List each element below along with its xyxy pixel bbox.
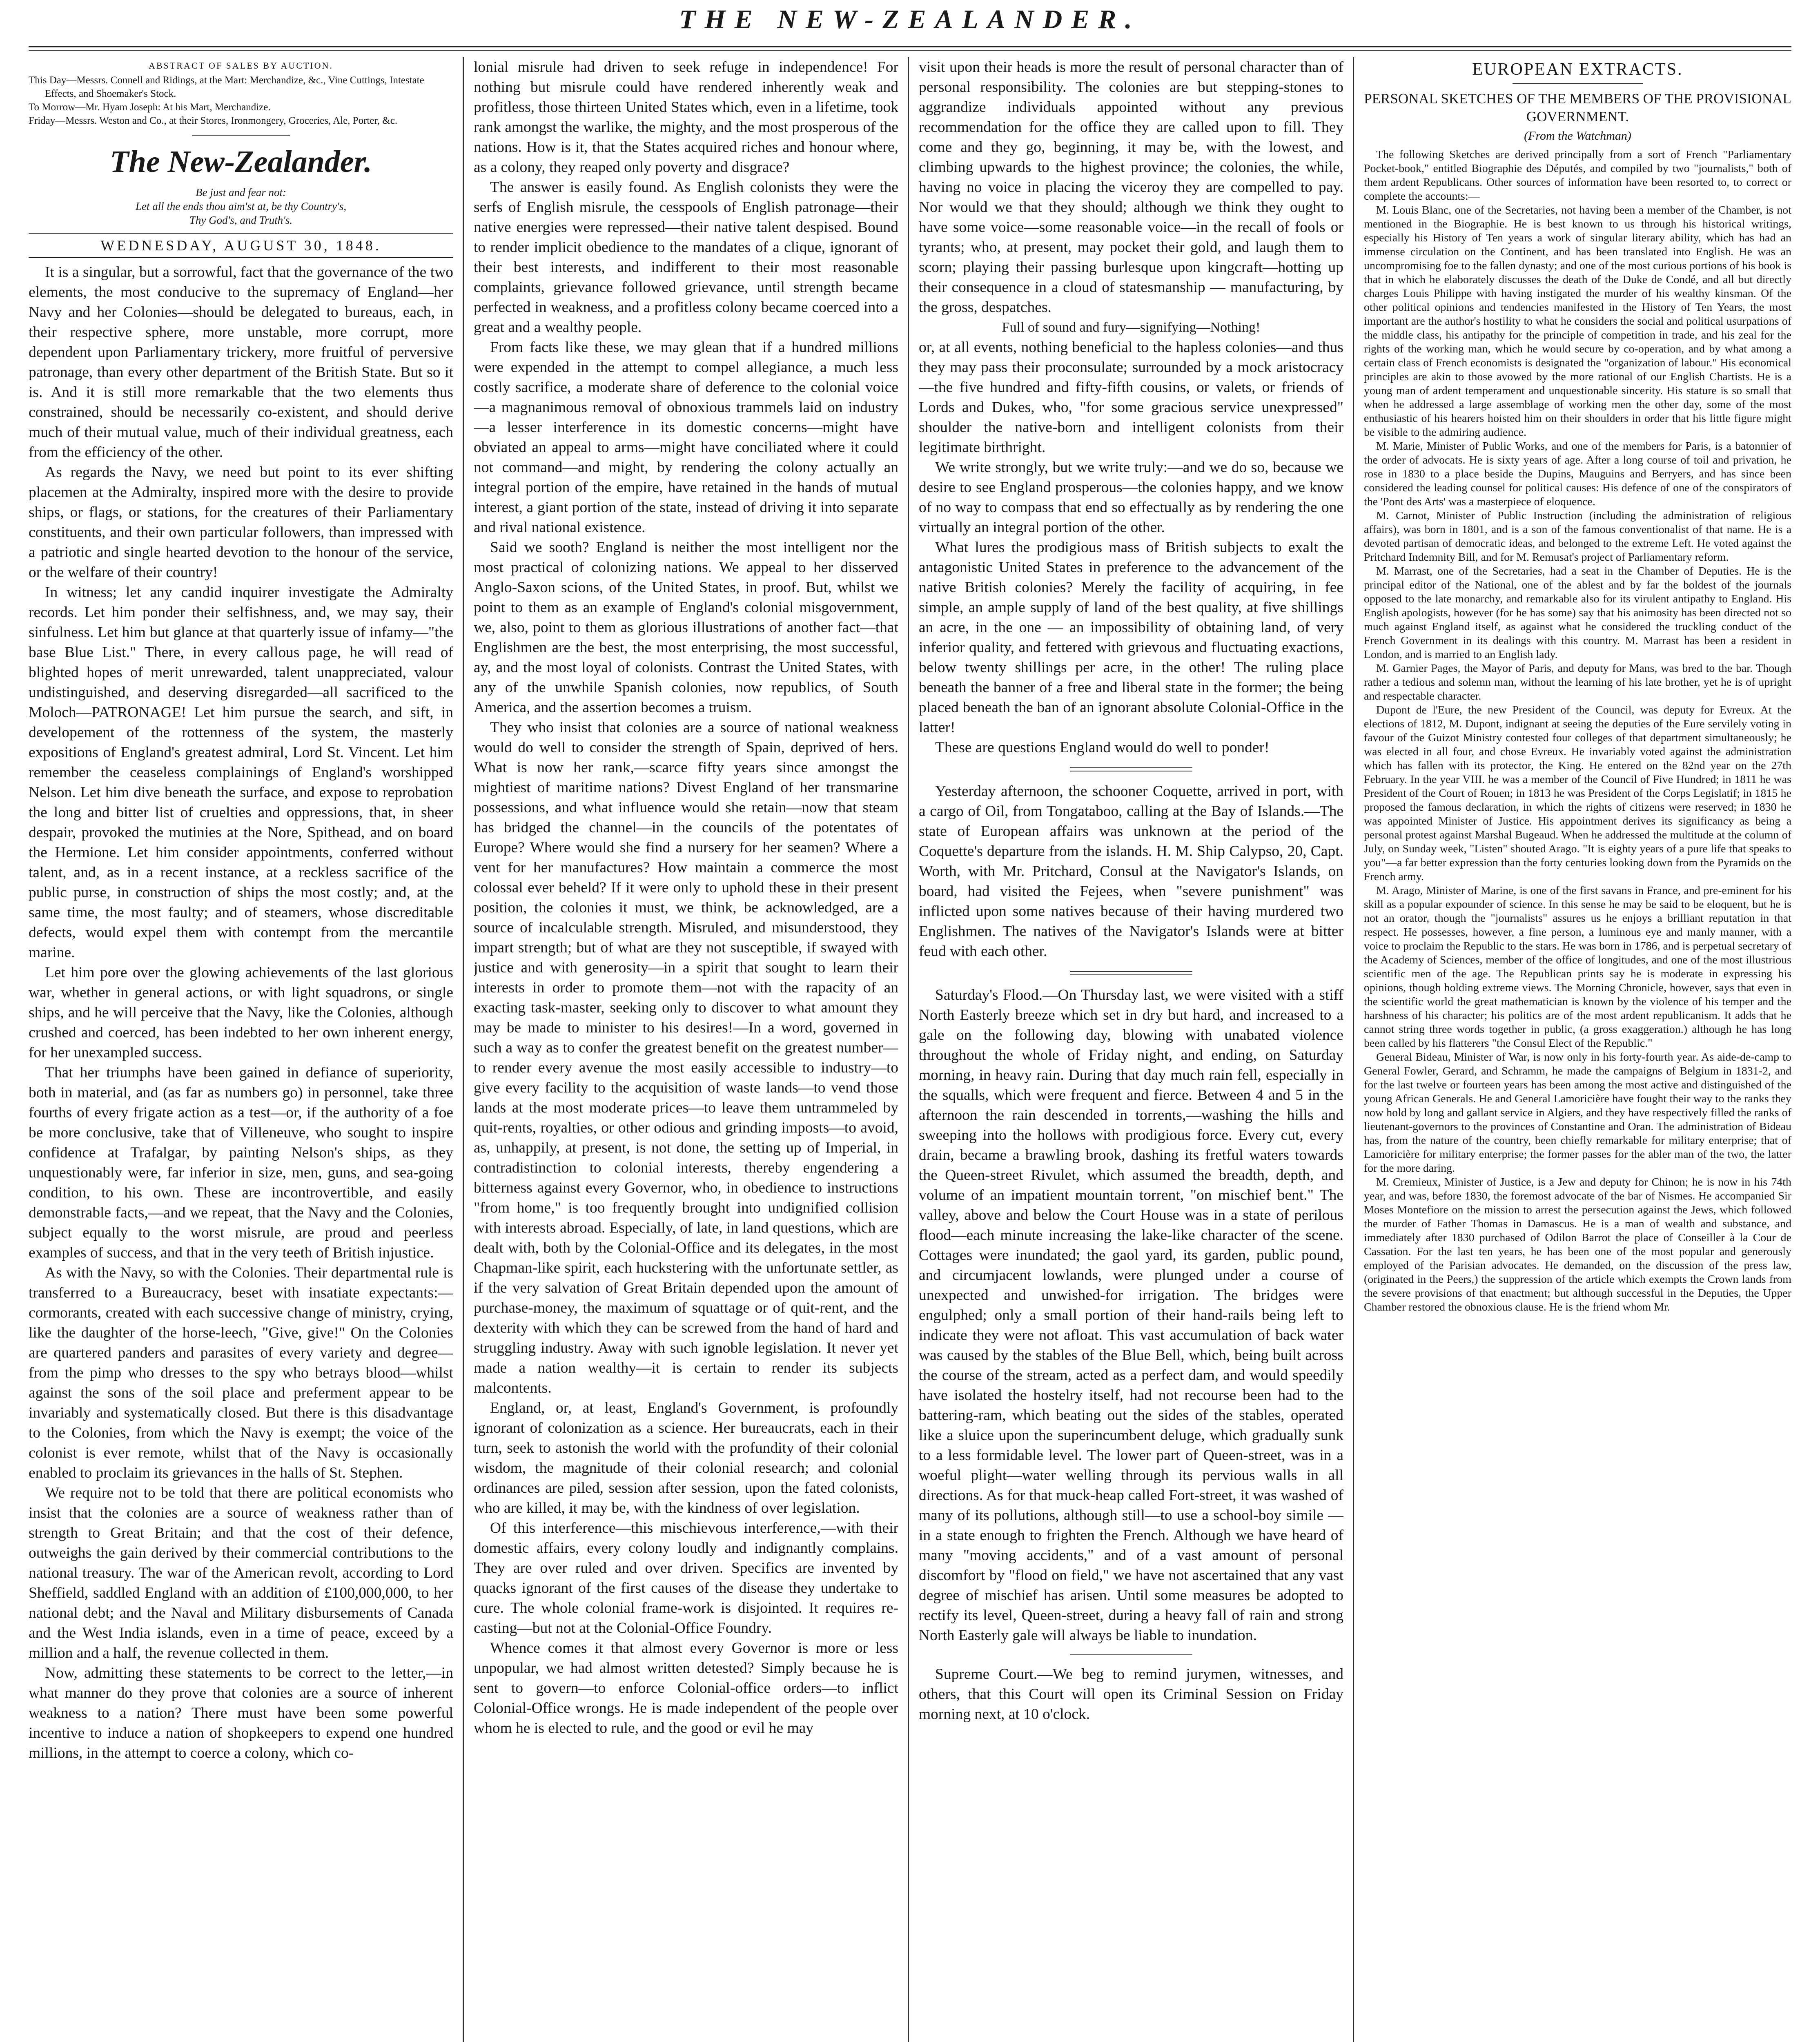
section-heading: EUROPEAN EXTRACTS.	[1472, 60, 1683, 79]
motto-line: Thy God's, and Truth's.	[189, 214, 293, 226]
sketch-paragraph: M. Carnot, Minister of Public Instruction (including the administration of religious affairs), was born in 1801, and is a son of the famous conventionalist of that name. He is a devoted partisan of democratic ideas, and belonged to the extreme Left. He voted against the Pritchard Indemnity Bill, and for M. Remusat's project of Parliamentary reform.	[1364, 509, 1791, 564]
column-3	[919, 57, 1343, 2042]
masthead	[0, 0, 1820, 53]
news-item-flood: Saturday's Flood.—On Thursday last, we were visited with a stiff North Easterly breeze which set in dry but hard, and increased to a gale on the following day, blowing with unabated violence throughout the whole of Friday night, and ending, on Saturday morning, in heavy rain. During that day much rain fell, especially in the squalls, which were frequent and fierce. Between 4 and 5 in the afternoon the rain descended in torrents,—washing the hills and sweeping into the hollows with prodigious force. Every cut, every drain, became a brawling brook, dashing its fretful waters towards the Queen-street Rivulet, which assumed the breadth, depth, and volume of an impatient mountain torrent, "on mischief bent." The valley, above and below the Court House was in a state of perilous flood—each minute increasing the lake-like character of the scene. Cottages were inundated; the gaol yard, its garden, public pound, and circumjacent lowlands, were plunged under a course of unexpected and unwished-for irrigation. The bridges were engulphed; only a small portion of their hand-rails being left to indicate they were not afloat. This vast accumulation of back water was caused by the stables of the Blue Bell, which, being built across the course of the stream, acted as a perfect dam, and would speedily have isolated the hostelry itself, had not recourse been had to the battering-ram, which beating out the sides of the stables, operated like a sluice upon the superincumbent deluge, which gradually sunk to a less formidable level. The lower part of Queen-street, was in a woeful plight—water welling through its pervious walls in all directions. As for that muck-heap called Fort-street, it was washed of many of its pollutions, although still—to use a school-boy simile — in a state enough to frighten the French. Although we have heard of many "moving accidents," and of a vast amount of personal discomfort by "flood on field," we have not ascertained that any vast degree of mischief has arisen. Until some measures be adopted to rectify its level, Queen-street, during a heavy fall of rain and strong North Easterly gale will always be liable to inundation.	[919, 987, 1343, 1644]
editorial-paragraph: Whence comes it that almost every Governor is more or less unpopular, we had almost written detested? Simply because he is sent to govern—to enforce Colonial-office orders—to inflict Colonial-Office wrongs. He is made independent of the people over whom he is elected to rule, and the good or evil he may	[474, 1640, 898, 1737]
news-item-court: Supreme Court.—We beg to remind jurymen, witnesses, and others, that this Court will open its Criminal Session on Friday morning next, at 10 o'clock.	[919, 1666, 1343, 1723]
divider	[192, 135, 290, 136]
column-2	[474, 57, 898, 2042]
editorial-paragraph: lonial misrule had driven to seek refuge in independence! For nothing but misrule could have rendered inherently weak and profitless, those thirteen United States which, even in a lifetime, took rank amongst the warlike, the mighty, and the most prosperous of the nations. How is it, that the States acquired riches and honour where, as a colony, they reaped only poverty and disgrace?	[474, 59, 898, 176]
sketch-paragraph: M. Marie, Minister of Public Works, and one of the members for Paris, is a batonnier of the order of advocats. He is sixty years of age. After a long course of toil and privation, he rose in 1830 to a place beside the Dupins, Mauguins and Berryers, and has since been considered the leading counsel for political causes: His defence of one of the conspirators of the 'Pont des Arts' was a masterpiece of eloquence.	[1364, 440, 1791, 508]
sketch-paragraph: M. Cremieux, Minister of Justice, is a Jew and deputy for Chinon; he is now in his 74th year, and was, before 1830, the foremost advocate of the bar of Nismes. He accompanied Sir Moses Montefiore on the mission to arrest the persecution against the Jews, which followed the murder of Father Thomas in Damascus. He is a man of wealth and substance, and immediately after 1830 purchased of Odilon Barrot the place of Conseiller à la Cour de Cassation. For the last ten years, he has been one of the most popular and generously employed of the Parisian advocates. He demanded, on the discussion of the press law, (originated in the Peers,) the suppression of the article which exempts the Crown lands from the severe provisions of that enactment; but although successful in the Deputies, the Upper Chamber restored the obnoxious clause. He is the friend whom Mr.	[1364, 1176, 1791, 1313]
auction-item: Friday—Messrs. Weston and Co., at their Stores, Ironmongery, Groceries, Ale, Porter, &c.	[29, 115, 398, 126]
motto-line: Be just and fear not:	[196, 186, 286, 198]
column-divider	[1353, 57, 1354, 2042]
editorial-paragraph: visit upon their heads is more the result of personal character than of personal responsibility. The colonies are but stepping-stones to aggrandize individuals appointed without any previous recommendation for the office they are called upon to fill. They come and they go, beginning, it may be, with the lowest, and climbing upwards to the highest province; the colonies, the while, having no voice in placing the viceroy they are compelled to pay. Nor would we that they should; although we think they ought to have some voice—some reasonable voice—in the recall of fools or tyrants; who, at present, may pocket their gold, and laugh them to scorn; playing their passing burlesque upon kingcraft—hotting up their consequence in a cloud of statesmanship — manufacturing, by the gross, despatches.	[919, 59, 1343, 316]
sketch-paragraph: M. Marrast, one of the Secretaries, had a seat in the Chamber of Deputies. He is the principal editor of the National, one of the ablest and by far the boldest of the journals opposed to the late monarchy, and remarkable also for its virulent antipathy to England. His English apologists, however (for he has some) say that his animosity has been directed not so much against England itself, as against what he considered the truckling conduct of the French Government in its dealings with this country. M. Marrast has been a resident in London, and is married to an English lady.	[1364, 565, 1791, 661]
article-attribution: (From the Watchman)	[1524, 129, 1631, 143]
divider	[1070, 1654, 1192, 1655]
editorial-paragraph: Let him pore over the glowing achievements of the last glorious war, whether in general actions, or with light squadrons, or single ships, and he will perceive that the Navy, like the Colonies, although crushed and coerced, has been indebted to her own inherent energy, for her unexampled success.	[29, 964, 453, 1061]
column-divider	[908, 57, 909, 2042]
dateline: WEDNESDAY, AUGUST 30, 1848.	[29, 233, 453, 258]
column-divider	[463, 57, 464, 2042]
news-item-coquette: Yesterday afternoon, the schooner Coquette, arrived in port, with a cargo of Oil, from Tongataboo, calling at the Bay of Islands.—The state of European affairs was unknown at the period of the Coquette's departure from the islands. H. M. Ship Calypso, 20, Capt. Worth, with Mr. Pritchard, Consul at the Navigator's Islands, on board, had visited the Fejees, when "severe punishment" was inflicted upon some natives because of their having murdered two Englishmen. The natives of the Navigator's Islands were at bitter feud with each other.	[919, 783, 1343, 960]
divider	[1070, 971, 1192, 975]
article-title: PERSONAL SKETCHES OF THE MEMBERS OF THE PROVISIONAL GOVERNMENT.	[1364, 91, 1791, 125]
sketch-paragraph: General Bideau, Minister of War, is now only in his forty-fourth year. As aide-de-camp to General Fowler, Gerard, and Schramm, he made the campaigns of Belgium in 1831-2, and for the last twelve or fourteen years has been among the most active and distinguished of the young African Generals. He and General Lamoricière have fought their way to the ranks they now hold by long and gallant service in Algiers, and they have respectively filled the ranks of lieutenant-governors to the provinces of Constantine and Oran. The administration of Bideau has, from the nature of the country, been chiefly remarkable for military enterprise; that of Lamoricière for military enterprise; the former passes for the abler man of the two, the latter for the more daring.	[1364, 1051, 1791, 1175]
motto-line: Let all the ends thou aim'st at, be thy Country's,	[135, 200, 347, 212]
editorial-paragraph: Said we sooth? England is neither the most intelligent nor the most practical of colonizing nations. We appeal to her disserved Anglo-Saxon scions, of the United States, in proof. But, whilst we point to them as an example of England's colonial misgovernment, we, also, point to them as glorious illustrations of another fact—that Englishmen are the best, the most enterprising, the most successful, ay, and the most loyal of colonists. Contrast the United States, with any of the unwhile Spanish colonies, now republics, of South America, and the assertion becomes a truism.	[474, 539, 898, 716]
editorial-paragraph: These are questions England would do well to ponder!	[935, 739, 1270, 756]
editorial-paragraph: England, or, at least, England's Government, is profoundly ignorant of colonization as a science. Her bureaucrats, each in their turn, seek to astonish the world with the profundity of their colonial wisdom, the magnitude of their colonial research; and colonial ordinances are piled, session after session, upon the fated colonists, who are killed, it may be, with the kindness of over legislation.	[474, 1400, 898, 1516]
editorial-paragraph: or, at all events, nothing beneficial to the hapless colonies—and thus they may pass their proconsulate; surrounded by a mock aristocracy—the five hundred and fifty-fifth cousins, or valets, or friends of Lords and Dukes, who, "for some gracious service unexpressed" shoulder the native-born and intelligent colonists from their legitimate birthright.	[919, 339, 1343, 456]
editorial-paragraph: From facts like these, we may glean that if a hundred millions were expended in the attempt to compel allegiance, a much less costly sacrifice, a moderate share of deference to the colonial voice—a magnanimous removal of obnoxious trammels laid on industry—a lesser interference in its domestic concerns—might have obviated an appeal to arms—might have conciliated where it could not command—and might, by rendering the colony actually an integral portion of the empire, have retained in the hands of mutual interest, a giant portion of the state, instead of driving it into separate and rival national existence.	[474, 339, 898, 536]
editorial-paragraph: As with the Navy, so with the Colonies. Their departmental rule is transferred to a Bureaucracy, beset with insatiate expectants:—cormorants, created with each successive change of ministry, crying, like the daughter of the horse-leech, "Give, give!" On the Colonies are quartered panders and parasites of every variety and degree—from the pimp who dresses to the spy who betrays blood—whilst against the sons of the soil place and preferment appear to be invariably and systematically closed. But there is this disadvantage to the Colonies, from which the Navy is exempt; the voice of the colonist is ever remote, whilst that of the Navy is occasionally enabled to proclaim its grievances in the halls of St. Stephen.	[29, 1264, 453, 1481]
auction-heading: ABSTRACT OF SALES BY AUCTION.	[149, 60, 333, 71]
editorial-paragraph: It is a singular, but a sorrowful, fact that the governance of the two elements, the most conducive to the supremacy of England—her Navy and her Colonies—should be delegated to bureaus, each, in their respective sphere, more unstable, more corrupt, more dependent upon Parliamentary trickery, more fruitful of perversive patronage, than every other department of the British State. But so it is. And it is still more remarkable that the two elements thus constrained, should be necessarily co-existent, and should derive much of their mutual value, much of their individual greatness, each from the efficiency of the other.	[29, 264, 453, 461]
editorial-paragraph: Now, admitting these statements to be correct to the letter,—in what manner do they prove that colonies are a source of inherent weakness to a nation? There must have been some powerful incentive to induce a nation of shopkeepers to expend one hundred millions, in the attempt to coerce a colony, which co-	[29, 1665, 453, 1761]
editorial-paragraph: That her triumphs have been gained in defiance of superiority, both in material, and (as far as numbers go) in personnel, take three fourths of every frigate action as a test—or, if the authority of a foe be more conclusive, take that of Villeneuve, who sought to inspire confidence at Trafalgar, by painting Nelson's ships, as they unquestionably were, far inferior in size, men, guns, and sea-going condition, to his own. These are incontrovertible, and easily demonstrable facts,—and we repeat, that the Navy and the Colonies, subject equally to the worst misrule, are proud and peerless examples of success, and that in the very teeth of British injustice.	[29, 1064, 453, 1261]
masthead-rule	[29, 46, 1791, 47]
masthead-rule-thin	[29, 50, 1791, 51]
editorial-paragraph: The answer is easily found. As English colonists they were the serfs of English misrule, the cesspools of English patronage—their native energies were repressed—their native talent despised. Bound to render implicit obedience to the mandates of a clique, ignorant of their best interests, and indifferent to their most reasonable complaints, grievance followed grievance, until strength became perfected in weakness, and a profitless colony became coerced into a great and a wealthy people.	[474, 179, 898, 336]
column-4	[1364, 57, 1791, 2042]
editorial-paragraph: We write strongly, but we write truly:—and we do so, because we desire to see England prosperous—the colonies happy, and we know of no way to compass that end so effectually as by rendering the one virtually an integral portion of the other.	[919, 459, 1343, 536]
paper-title: The New-Zealander.	[110, 145, 372, 179]
auction-item: To Morrow—Mr. Hyam Joseph: At his Mart, Merchandize.	[29, 102, 271, 113]
editorial-paragraph: We require not to be told that there are political economists who insist that the colonies are a source of weakness rather than of strength to Great Britain; and that the cost of their defence, outweighs the gain derived by their commercial contributions to the national treasury. The war of the American revolt, according to Lord Sheffield, saddled England with an addition of £100,000,000, to her national debt; and the Naval and Military disbursements of Canada and the West India islands, even in a time of peace, exceed by a million and a half, the revenue collected in them.	[29, 1485, 453, 1661]
editorial-paragraph: What lures the prodigious mass of British subjects to exalt the antagonistic United States in preference to the advancement of the native British colonies? Merely the facility of acquiring, in fee simple, an ample supply of land of the best quality, at five shillings an acre, in the one — an impossibility of obtaining land, of very inferior quality, and fettered with grievous and fluctuating exactions, below twenty shillings per acre, in the other! The ruling place beneath the banner of a free and liberal state in the former; the being placed beneath the ban of an ignorant absolute Colonial-Office in the latter!	[919, 539, 1343, 736]
auction-item: This Day—Messrs. Connell and Ridings, at the Mart: Merchandize, &c., Vine Cuttings, Intestate Effects, and Shoemaker's Stock.	[29, 75, 424, 99]
masthead-title: THE NEW-ZEALANDER.	[679, 4, 1141, 34]
sketch-paragraph: Dupont de l'Eure, the new President of the Council, was deputy for Evreux. At the elections of 1812, M. Dupont, indignant at seeing the deputies of the Eure servilely voting in favour of the Guizot Ministry contested four colleges of that department simultaneously; he was elected in all four, and chose Evreux. He invariably voted against the administration which has fallen with its protector, the King. He entered on the 82nd year on the 27th February. In the year VIII. he was a member of the Council of Five Hundred; in 1811 he was President of the Court of Rouen; in 1813 he was President of the Corps Legislatif; in 1815 he proposed the famous declaration, in which the rights of citizens were reserved; in 1830 he was appointed Minister of Justice. His appointment derives its significancy as being a personal protest against Marshal Bugeaud. When he addressed the multitude at the column of July, on Sunday week, "Listen" shouted Arago. "It is eighty years of a pure life that speaks to you"—a far better expression than the forty centuries looking down from the Pyramids on the French army.	[1364, 704, 1791, 883]
editorial-paragraph: Of this interference—this mischievous interference,—with their domestic affairs, every colony loudly and indignantly complains. They are over ruled and over driven. Specifics are invented by quacks ignorant of the first causes of the disease they undertake to cure. The whole colonial frame-work is disjointed. It requires re-casting—but not at the Colonial-Office Foundry.	[474, 1520, 898, 1636]
editorial-paragraph: They who insist that colonies are a source of national weakness would do well to consider the strength of Spain, deprived of hers. What is now her rank,—scarce fifty years since amongst the mightiest of maritime nations? Divest England of her transmarine possessions, and what influence would she retain—now that steam has bridged the channel—in the councils of the potentates of Europe? Where would she find a nursery for her seamen? Where a vent for her manufactures? How maintain a commerce the most colossal ever beheld? If it were only to uphold these in their present position, the colonies it must, we think, be acknowledged, are a source of incalculable strength. Misruled, and misunderstood, they impart strength; but of what are they not susceptible, if swayed with justice and with generosity—in a spirit that sought to learn their interests in order to promote them—not with the rapacity of an exacting task-master, seeking only to discover to what amount they may be made to minister to his desires!—In a word, governed in such a way as to confer the greatest benefit on the greatest number—to render every avenue the most easily accessible to industry—to give every facility to the acquisition of waste lands—to vend those lands at the most moderate prices—to leave them untrammeled by quit-rents, royalties, or other odious and grinding imposts—to avoid, as, unhappily, at present, is not done, the setting up of Imperial, in contradistinction to colonial interests, thereby engendering a bitterness against every Governor, who, in obedience to instructions "from home," is too frequently brought into undignified collision with interests abroad. Especially, of late, in land questions, which are dealt with, both by the Colonial-Office and its delegates, in the most Chapman-like spirit, each huckstering with the unfortunate settler, as if the very salvation of Great Britain depended upon the amount of purchase-money, the maximum of squattage or of quit-rent, and the dexterity with which they can be screwed from the hand of hard and struggling industry. Away with such ignoble legislation. It never yet made a nation wealthy—it is certain to render its subjects malcontents.	[474, 719, 898, 1396]
sketch-paragraph: M. Louis Blanc, one of the Secretaries, not having been a member of the Chamber, is not mentioned in the Biographie. He is best known to us through his historical writings, especially his History of Ten years a work of singular literary ability, which has had an immense circulation on the Continent, and has been translated into English. He was an uncompromising foe to the fallen dynasty; and one of the most curious portions of his book is that in which he elaborately discusses the death of the Duke de Condé, and all but directly charges Louis Philippe with having instigated the murder of his wealthy kinsman. Of the other political opinions and tendencies manifested in the History of Ten Years, the most important are the author's hostility to what he considers the social and political usurpations of the middle class, his antipathy for the principle of competition in trade, and his zeal for the rights of the working man, which he would secure by co-operation, and by what among a certain class of French economists is designated the "organization of labour." His economical principles are akin to those avowed by the more rational of our English Chartists. He is a young man of ardent temperament and unquestionable sincerity. His stature is so small that when he addressed a large assemblage of working men the other day, some of the most enthusiastic of his hearers hoisted him on their shoulders in order that his little figure might be visible to the admiring audience.	[1364, 204, 1791, 439]
editorial-paragraph: As regards the Navy, we need but point to its ever shifting placemen at the Admiralty, inspired more with the desire to provide ships, or flags, or stations, for the creatures of their Parliamentary constituents, and their own particular followers, than impressed with a patriotic and single hearted devotion to the honour of the service, or the welfare of their country!	[29, 464, 453, 581]
editorial-paragraph: In witness; let any candid inquirer investigate the Admiralty records. Let him ponder their selfishness, and, we may say, their sinfulness. Let him but glance at that quarterly issue of infamy—"the base Blue List." There, in every callous page, he will read of blighted hopes of merit unrewarded, talent unappreciated, valour undistinguished, and deserving disregarded—all sacrificed to the Moloch—PATRONAGE! Let him pursue the search, and sift, in developement of the rottenness of the system, the masterly expositions of England's greatest admiral, Lord St. Vincent. Let him remember the ceaseless complainings of England's worshipped Nelson. Let him dive beneath the surface, and expose to reprobation the long and bitter list of cruelties and oppressions, that, in sheer despair, provoked the mutinies at the Nore, Spithead, and on board the Hermione. Let him consider appointments, conferred without talent, and, as in a recent instance, at a reckless sacrifice of the public purse, in construction of ships the most costly; and, at the same time, the most faulty; and of steamers, whose discreditable defects, would expel them with contempt from the mercantile marine.	[29, 584, 453, 961]
sketch-paragraph: The following Sketches are derived principally from a sort of French "Parliamentary Pocket-book," entitled Biographie des Députés, and compiled by two "journalists," both of them ardent Republicans. Other sources of information have been resorted to, to correct or complete the accounts:—	[1364, 148, 1791, 203]
sketch-paragraph: M. Garnier Pages, the Mayor of Paris, and deputy for Mans, was bred to the bar. Though rather a tedious and solemn man, without the learning of his late brother, yet he is of upright and respectable character.	[1364, 662, 1791, 702]
column-1	[29, 57, 453, 2042]
divider	[1513, 83, 1643, 84]
quotation-line: Full of sound and fury—signifying—Nothing!	[1002, 320, 1261, 335]
sketch-paragraph: M. Arago, Minister of Marine, is one of the first savans in France, and pre-eminent for his skill as a popular expounder of science. In this sense he may be said to be eloquent, but he is not an orator, though the "journalists" assures us he enjoys a brilliant reputation in that respect. He possesses, however, a fine person, a luminous eye and manly manner, with a voice to proclaim the Republic to the stars. He was born in 1786, and is perpetual secretary of the Academy of Sciences, member of the office of longitudes, and one of the most illustrious scientific men of the age. The Republican prints say he is moderate in expressing his opinions, though holding extreme views. The Morning Chronicle, however, says that even in the scientific world the great mathematician is known by the violence of his temper and the harshness of his character; his politics are of the most ardent republicanism. It adds that he cannot string three words together in public, (a gross exaggeration.) although he has long been called by his flatterers "the Consul Elect of the Republic."	[1364, 884, 1791, 1050]
divider	[1070, 767, 1192, 771]
